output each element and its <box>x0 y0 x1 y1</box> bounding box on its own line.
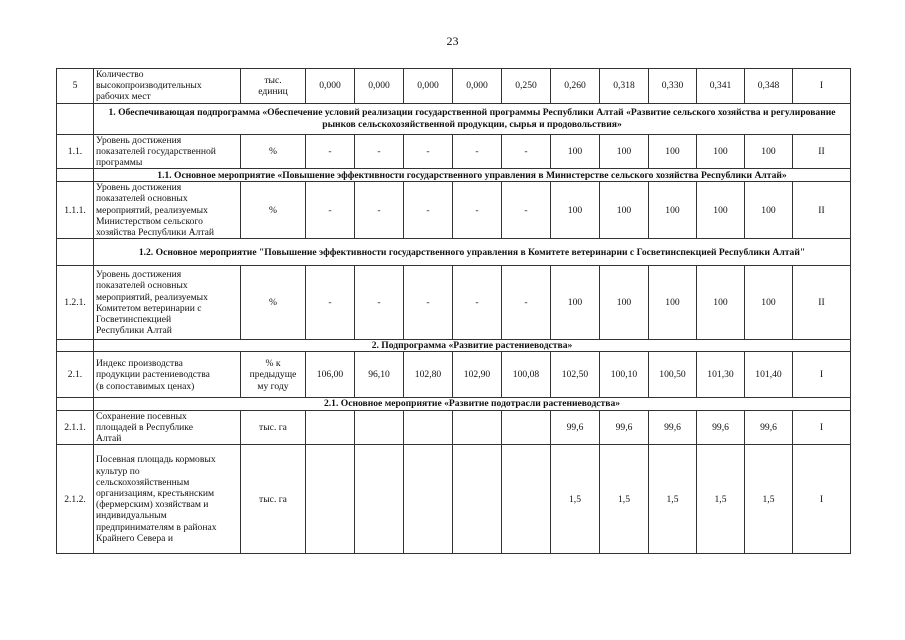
value-cell: - <box>453 266 502 340</box>
value-cell: - <box>306 134 355 169</box>
value-cell: 100 <box>649 182 697 239</box>
value-cell: 100 <box>697 182 745 239</box>
value-cell <box>306 410 355 445</box>
value-cell <box>502 410 551 445</box>
value-cell: 100 <box>745 266 793 340</box>
row-number: 2.1.2. <box>57 445 94 554</box>
unit-cell: тыс. га <box>241 410 306 445</box>
value-cell: 99,6 <box>649 410 697 445</box>
unit-cell: % <box>241 134 306 169</box>
value-cell: - <box>306 266 355 340</box>
value-cell <box>502 445 551 554</box>
value-cell: 106,00 <box>306 352 355 398</box>
indicator-name: Индекс производства продукции растениеводства (в сопоставимых ценах) <box>94 352 241 398</box>
value-cell: 1,5 <box>649 445 697 554</box>
indicator-name: Посевная площадь кормовых культур по сельскохозяйственным организациям, крестьянским (фермерским) хозяйствам и индивидуальным предпринимателям в районах Крайнего Севера и <box>94 445 241 554</box>
value-cell: 0,000 <box>306 69 355 104</box>
value-cell <box>453 445 502 554</box>
section-row <box>57 340 851 352</box>
value-cell: 0,000 <box>404 69 453 104</box>
value-cell: - <box>453 182 502 239</box>
empty-cell <box>57 169 94 182</box>
empty-cell <box>57 340 94 352</box>
value-cell: 100 <box>600 266 649 340</box>
value-cell: - <box>404 266 453 340</box>
table-row <box>57 182 851 239</box>
table-row <box>57 134 851 169</box>
empty-cell <box>57 239 94 266</box>
value-cell: 99,6 <box>551 410 600 445</box>
value-cell: 102,90 <box>453 352 502 398</box>
group-cell: I <box>793 445 851 554</box>
row-number: 2.1.1. <box>57 410 94 445</box>
unit-cell: % <box>241 266 306 340</box>
value-cell: 100 <box>600 134 649 169</box>
value-cell: - <box>502 266 551 340</box>
value-cell: 0,348 <box>745 69 793 104</box>
group-cell: II <box>793 182 851 239</box>
value-cell: 0,000 <box>453 69 502 104</box>
section-title: 1.1. Основное мероприятие «Повышение эффективности государственного управления в Министерстве сельского хозяйства Республики Алтай» <box>94 169 851 182</box>
value-cell: 100 <box>649 266 697 340</box>
value-cell: 102,80 <box>404 352 453 398</box>
empty-cell <box>57 398 94 410</box>
value-cell: 100 <box>600 182 649 239</box>
value-cell: 96,10 <box>355 352 404 398</box>
unit-cell: % к предыдуще му году <box>241 352 306 398</box>
value-cell: 102,50 <box>551 352 600 398</box>
section-title: 2.1. Основное мероприятие «Развитие подотрасли растениеводства» <box>94 398 851 410</box>
value-cell <box>306 445 355 554</box>
value-cell: 100 <box>551 182 600 239</box>
value-cell: 99,6 <box>745 410 793 445</box>
value-cell: 100 <box>745 134 793 169</box>
table-row <box>57 445 851 554</box>
unit-cell: тыс. единиц <box>241 69 306 104</box>
indicators-table <box>56 68 851 554</box>
unit-cell: тыс. га <box>241 445 306 554</box>
value-cell: 100,50 <box>649 352 697 398</box>
row-number: 2.1. <box>57 352 94 398</box>
value-cell: - <box>355 182 404 239</box>
table-row <box>57 410 851 445</box>
value-cell: 100 <box>649 134 697 169</box>
row-number: 1.1. <box>57 134 94 169</box>
value-cell: 0,260 <box>551 69 600 104</box>
indicator-name: Сохранение посевных площадей в Республике Алтай <box>94 410 241 445</box>
value-cell: - <box>502 182 551 239</box>
value-cell: 99,6 <box>600 410 649 445</box>
value-cell: 101,40 <box>745 352 793 398</box>
row-number: 5 <box>57 69 94 104</box>
section-title: 1.2. Основное мероприятие "Повышение эффективности государственного управления в Комитете ветеринарии с Госветинспекцией Республики Алтай" <box>94 239 851 266</box>
group-cell: I <box>793 352 851 398</box>
value-cell: 100 <box>551 266 600 340</box>
value-cell <box>355 445 404 554</box>
value-cell: - <box>502 134 551 169</box>
value-cell <box>355 410 404 445</box>
value-cell: - <box>355 134 404 169</box>
group-cell: II <box>793 134 851 169</box>
section-row <box>57 239 851 266</box>
section-title: 2. Подпрограмма «Развитие растениеводства» <box>94 340 851 352</box>
indicator-name: Количество высокопроизводительных рабочих мест <box>94 69 241 104</box>
value-cell: - <box>355 266 404 340</box>
value-cell: 1,5 <box>745 445 793 554</box>
row-number: 1.1.1. <box>57 182 94 239</box>
value-cell <box>453 410 502 445</box>
value-cell: 0,000 <box>355 69 404 104</box>
value-cell: - <box>306 182 355 239</box>
value-cell: 1,5 <box>697 445 745 554</box>
value-cell: 0,318 <box>600 69 649 104</box>
value-cell: 99,6 <box>697 410 745 445</box>
group-cell: I <box>793 69 851 104</box>
value-cell: 1,5 <box>600 445 649 554</box>
table-row <box>57 352 851 398</box>
value-cell: - <box>404 182 453 239</box>
value-cell: - <box>453 134 502 169</box>
unit-cell: % <box>241 182 306 239</box>
value-cell: 100 <box>697 266 745 340</box>
value-cell: - <box>404 134 453 169</box>
page-number: 23 <box>446 34 459 48</box>
value-cell: 101,30 <box>697 352 745 398</box>
group-cell: I <box>793 410 851 445</box>
value-cell: 100 <box>551 134 600 169</box>
section-row <box>57 398 851 410</box>
value-cell: 0,341 <box>697 69 745 104</box>
value-cell <box>404 410 453 445</box>
empty-cell <box>57 103 94 134</box>
value-cell: 0,330 <box>649 69 697 104</box>
value-cell: 100 <box>697 134 745 169</box>
section-row <box>57 103 851 134</box>
row-number: 1.2.1. <box>57 266 94 340</box>
value-cell: 0,250 <box>502 69 551 104</box>
group-cell: II <box>793 266 851 340</box>
value-cell: 1,5 <box>551 445 600 554</box>
indicator-name: Уровень достижения показателей основных мероприятий, реализуемых Комитетом ветеринарии с Госветинспекцией Республики Алтай <box>94 266 241 340</box>
value-cell: 100 <box>745 182 793 239</box>
table-row <box>57 266 851 340</box>
value-cell <box>404 445 453 554</box>
value-cell: 100,08 <box>502 352 551 398</box>
value-cell: 100,10 <box>600 352 649 398</box>
indicator-name: Уровень достижения показателей государственной программы <box>94 134 241 169</box>
indicator-name: Уровень достижения показателей основных мероприятий, реализуемых Министерством сельского хозяйства Республики Алтай <box>94 182 241 239</box>
section-title: 1. Обеспечивающая подпрограмма «Обеспечение условий реализации государственной программы Республики Алтай «Развитие сельского хозяйства и регулирование рынков сельскохозяйственной продукции, сырья и продовольствия» <box>94 103 851 134</box>
table-row <box>57 69 851 104</box>
section-row <box>57 169 851 182</box>
